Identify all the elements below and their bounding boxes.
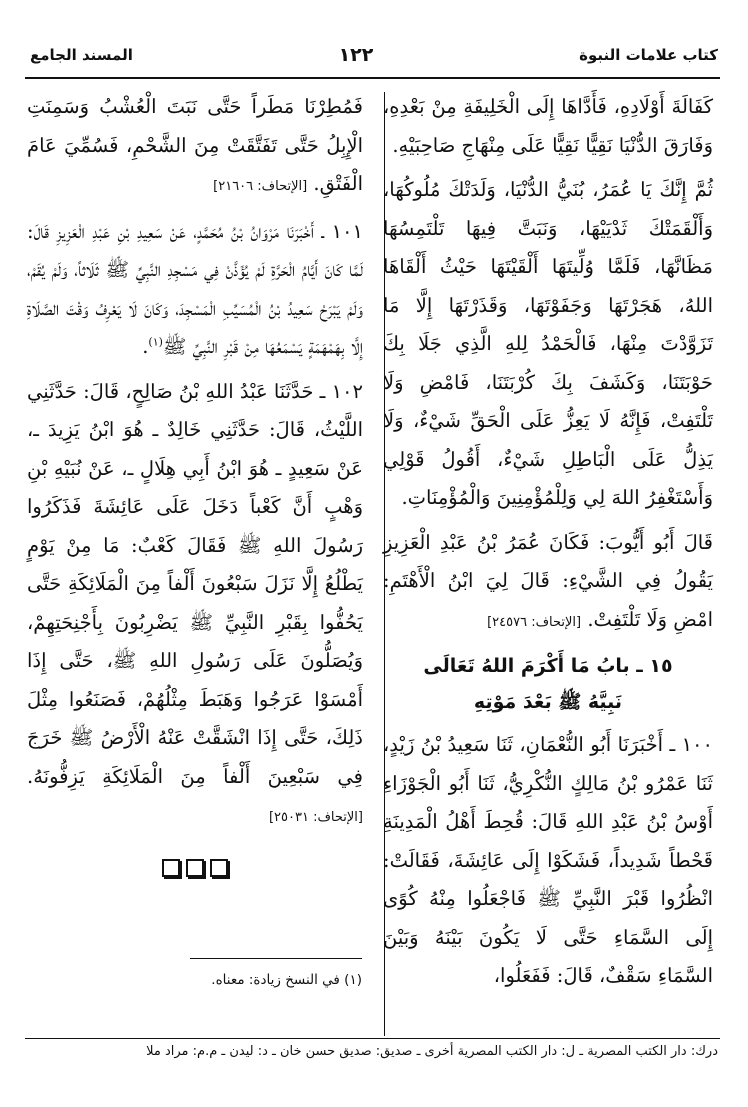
footnote-rule	[190, 958, 362, 959]
paragraph: ١٠١ ـ أَخْبَرَنَا مَرْوَانُ بْنُ مُحَمَّدٍ، عَنْ سَعِيدِ بْنِ عَبْدِ الْعَزِيزِ قَالَ: لَمَّا كَانَ أَيَّامُ الْحَرَّةِ لَمْ يُؤَذَّنْ فِي مَسْجِدِ النَّبِيِّ ﷺ ثَلَاثاً، وَلَمْ يُقَمْ، وَلَمْ يَبْرَحْ سَعِيدُ بْنُ الْمُسَيِّبِ الْمَسْجِدَ، وَكَانَ لَا يَعْرِفُ وَقْتَ الصَّلَاةِ إِلَّا بِهَمْهَمَةٍ يَسْمَعُهَا مِنْ قَبْرِ النَّبِيِّ ﷺ$^{(١)}$.	[27, 219, 363, 358]
reference-tag: [الإتحاف: ٢٥٠٣١]	[268, 810, 363, 825]
square-ornament-icon	[210, 859, 228, 877]
square-ornament-icon	[186, 859, 204, 877]
book-title: كتاب علامات النبوة	[579, 46, 718, 64]
paragraph: كَفَالَةَ أَوْلَادِهِ، فَأَدَّاهَا إِلَى الْخَلِيفَةِ مِنْ بَعْدِهِ، وَفَارَقَ الدُّنْيَا نَقِيًّا نَقِيًّا عَلَى مِنْهَاجِ صَاحِبَيْهِ.	[383, 95, 713, 157]
paragraph: قَالَ أَبُو أَيُّوبَ: فَكَانَ عُمَرُ بْنُ عَبْدِ الْعَزِيزِ يَقُولُ فِي الشَّيْءِ: قَالَ لِيَ ابْنُ الْأَهْتَمِ: امْضِ وَلَا تَلْتَفِتْ. [الإتحاف: ٢٤٥٧٦]	[383, 530, 713, 631]
paragraph: ثُمَّ إِنَّكَ يَا عُمَرُ، بُنَيُّ الدُّنْيَا، وَلَدَتْكَ مُلُوكُهَا، وَأَلْقَمَتْكَ ثَدْيَيْهَا، وَنَبَتَّ فِيهَا تَلْتَمِسُهَا مَظَانَّهَا، فَلَمَّا وُلِّيتَهَا أَلْقَيْتَهَا حَيْثُ أَلْقَاهَا اللهُ، هَجَرْتَهَا وَجَفَوْتَهَا، وَقَذَرْتَهَا إِلَّا مَا تَزَوَّدْتَ مِنْهَا، فَالْحَمْدُ لِلهِ الَّذِي جَلَا بِكَ حَوْبَتَنَا، وَكَشَفَ بِكَ كُرْبَتَنَا، فَامْضِ وَلَا تَلْتَفِتْ، فَإِنَّهُ لَا يَعِزُّ عَلَى الْحَقِّ شَيْءٌ، وَلَا يَذِلُّ عَلَى الْبَاطِلِ شَيْءٌ، أَقُولُ قَوْلِي وَأَسْتَغْفِرُ اللهَ لِي وَلِلْمُؤْمِنِينَ وَالْمُؤْمِنَاتِ.	[383, 178, 713, 509]
paragraph: ١٠٢ ـ حَدَّثَنَا عَبْدُ اللهِ بْنُ صَالِحٍ، قَالَ: حَدَّثَنِي اللَّيْثُ، قَالَ: حَدَّثَنِي خَالِدٌ ـ هُوَ ابْنُ يَزِيدَ ـ، عَنْ سَعِيدٍ ـ هُوَ ابْنُ أَبِي هِلَالٍ ـ، عَنْ نُبَيْهِ بْنِ وَهْبٍ أَنَّ كَعْباً دَخَلَ عَلَى عَائِشَةَ فَذَكَرُوا رَسُولَ اللهِ ﷺ فَقَالَ كَعْبٌ: مَا مِنْ يَوْمٍ يَطْلُعُ إِلَّا نَزَلَ سَبْعُونَ أَلْفاً مِنَ الْمَلَائِكَةِ حَتَّى يَحُفُّوا بِقَبْرِ النَّبِيِّ ﷺ يَضْرِبُونَ بِأَجْنِحَتِهِمْ، وَيُصَلُّونَ عَلَى رَسُولِ اللهِ ﷺ، حَتَّى إِذَا أَمْسَوْا عَرَجُوا وَهَبَطَ مِثْلُهُمْ، فَصَنَعُوا مِثْلَ ذَلِكَ، حَتَّى إِذَا انْشَقَّتْ عَنْهُ الْأَرْضُ ﷺ خَرَجَ فِي سَبْعِينَ أَلْفاً مِنَ الْمَلَائِكَةِ يَزِفُّونَهُ. [الإتحاف: ٢٥٠٣١]	[27, 379, 363, 825]
reference-tag: [الإتحاف: ٢٤٥٧٦]	[487, 614, 582, 630]
page-header	[30, 40, 718, 70]
square-ornament-icon	[162, 859, 180, 877]
reference-tag: [الإتحاف: ٢١٦٠٦]	[213, 179, 308, 194]
right-column	[383, 88, 713, 1002]
manuscript-abbreviations: درك: دار الكتب المصرية ـ ل: دار الكتب المصرية أخرى ـ صديق: صديق حسن خان ـ د: ليدن ـ م.م: مراد ملا	[146, 1044, 718, 1059]
chapter-heading-line: نَبِيَّهُ ﷺ بَعْدَ مَوْتِهِ	[473, 691, 623, 713]
section-end-ornament	[27, 852, 363, 891]
page-number: ١٢٢	[338, 44, 374, 66]
collection-title: المسند الجامع	[30, 46, 133, 64]
footnote: (١) في النسخ زيادة: معناه.	[211, 972, 362, 988]
header-rule	[25, 77, 720, 79]
bottom-rule	[25, 1038, 720, 1039]
chapter-heading-line: ١٥ ـ بابُ مَا أَكْرَمَ اللهُ تَعَالَى	[423, 655, 673, 677]
paragraph: فَمُطِرْنَا مَطَراً حَتَّى نَبَتَ الْعُشْبُ وَسَمِنَتِ الْإِبِلُ حَتَّى تَفَتَّقَتْ مِنَ الشَّحْمِ، فَسُمِّيَ عَامَ الْفَتْقِ. [الإتحاف: ٢١٦٠٦]	[27, 95, 363, 195]
footnote-marker: (١)	[148, 335, 163, 349]
chapter-heading	[383, 648, 713, 720]
paragraph: ١٠٠ ـ أَخْبَرَنَا أَبُو النُّعْمَانِ، ثَنَا سَعِيدُ بْنُ زَيْدٍ، ثَنَا عَمْرُو بْنُ مَالِكٍ النُّكْرِيُّ، ثَنَا أَبُو الْجَوْزَاءِ أَوْسُ بْنُ عَبْدِ اللهِ قَالَ: قُحِطَ أَهْلُ الْمَدِينَةِ قَحْطاً شَدِيداً، فَشَكَوْا إِلَى عَائِشَةَ، فَقَالَتْ: انْظُرُوا قَبْرَ النَّبِيِّ ﷺ فَاجْعَلُوا مِنْهُ كُوًى إِلَى السَّمَاءِ حَتَّى لَا يَكُونَ بَيْنَهُ وَبَيْنَ السَّمَاءِ سَقْفٌ، قَالَ: فَفَعَلُوا،	[383, 733, 713, 987]
left-column	[27, 88, 363, 890]
